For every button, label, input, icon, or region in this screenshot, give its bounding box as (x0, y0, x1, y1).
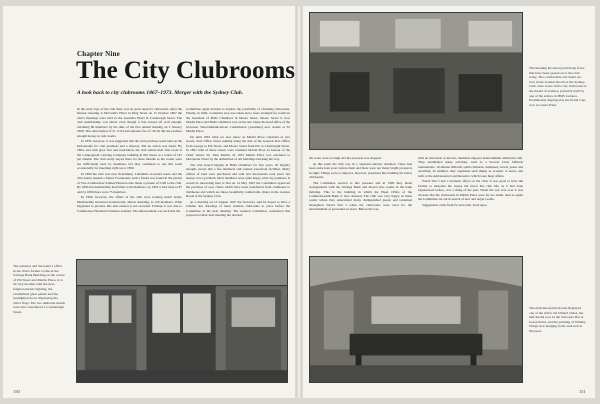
paragraph: In the early days of the club there was no great need for clubrooms. After the historic meeting at McGrath's Hotel in King Street on 15 October 1867 the club's meetings were held in the Australia Hotel in Castlereagh Street. The club membership was small, even though it had started off well enough, obtaining 86 members by the time of the first annual meeting on 2 January 1868. The subscription of £1 1s 0d and entrance fee of 10s 6d did not produce enough money to rent rooms. (77, 107, 182, 138)
paragraph: At a meeting on 13 August 1907 the Secretary said he hoped to have a scheme and drawings of more suitable clubrooms to place before the Committee at the next meeting. The General Committee considered this proposal at their next meeting but decided (186, 199, 290, 217)
paragraph: Committee again decided to explore the possibility of obtaining clubrooms. Finally, in 1904, a tentative step was taken and a lease arranged for rooms in the basement of Bulls Chambers in Moore Street. Moore Street is now Martin Place and Bulls Chambers was on the site where the head office of the Overseas Telecommunications Commission (Australia) now stands at 32 Martin Place. (186, 107, 290, 134)
photo-caption-reading-room: The Reading Room beyond many faces that have been passed on to the club today. The comfortable old chairs are now in the Galatea Room at the Sydney Club. Also in the club's city clubrooms is the model of Galatea, probably built by one of the sailors in HMS Galatea. Prominently displayed in the Petrel Cup, now at Green Point. (529, 66, 587, 107)
paragraph: In 1900, however, the affairs of the club were looking much better. Membership increased dramatically, almost doubling, to 150 members. What happened to produce this turn-around is not recorded. Perhaps it was due to Commodore Hordern's business acumen. The improvement was such that the (77, 195, 182, 213)
photo-caption-reception-room: The main Reception Room displayed one of the club's old billiard tables, the half-model now in the Schooner Bar at Green Point, and the painting of Whisky Wings now hanging in the stairwell at Newport. (529, 306, 586, 333)
paragraph: Suggestions came from far and wide. Such Apsa (422, 202, 487, 207)
right-page (303, 6, 595, 398)
page-number-right: 151 (579, 389, 586, 394)
paragraph: The club stayed happily in Bulls Chambers for five years. Or happily enough, except that a few members still wanted waterfront facilities. Many offices of land were purchased and sold and discussions took place but money was a problem. Most members were quite happy with city premises. It would be interesting here is that on 14 May 1903 the Committee approved the purchase of easy chairs which have been transferred from clubhouse to clubhouse and which are those beautifully comfortable chairs in the Galatea Room at the Sydney Club. (186, 162, 290, 198)
left-column-1 (77, 107, 182, 257)
right-column-2 (418, 156, 523, 254)
paragraph: World War I had a dramatic effect on the club. It was good to have the facility to entertain the troops but never has club life, as it had been experienced before, was a thing of the past. When the war was over it was obvious that the clubrooms in Martin Place were far too small. And so again the Committee set out in search of new and larger rooms. (418, 179, 523, 202)
page-number-left: 150 (13, 389, 20, 394)
photo-caption-entrance: The entrance and Secretary's office in the club's former rooms in the Savings Bank Building on the corner of Pitt Street and Martin Place. It is all very modern with the new-fangled electric lighting, the candlelined glass panels and the leadlighted doors displaying the club's flags. The two umbrella stands were later transferred to Castlereagh Street. (13, 264, 65, 314)
photo-reception-room (309, 256, 523, 383)
book-gutter (296, 6, 302, 398)
paragraph: The Committee reacted to this pressure and in 1909 they made arrangements with the Savings Bank and moved into rooms in the bank building. This is the building in which the Head Office of the Commonwealth Bank is now situated. The club was very happy in these rooms where they entertained many distinguished guests and remained throughout World War I when the clubrooms were used for the entertainment of personnel on leave. Before the war, (309, 180, 412, 212)
right-column-1 (309, 156, 412, 254)
paragraph: with no television or movies, members enjoyed entertainment within the club. They established many activities, such as a Swords Club, billiards tournaments, 10-minute billiards, spirits billiards, dominoes, bowls, poker and wrestling. In addition, they organised such things as acoustic at notes, and balls at the Ambassador's and Rosario's which were huge affairs. (418, 156, 523, 178)
paragraph: the room were too high and the proposal was dropped. (309, 156, 382, 160)
paragraph: Up until 1891 what we now know as Martin Place consisted of two streets. Post Office Street running along the side of the General Post Office from George to Pitt Street, and Moore Street from Pitt to Castlereagh Street. In 1891 both of these streets were renamed Martin Place in honour of the Chief Justice Sir John Martin. In 1935 Martin Place was extended to Macquarie Street by the demolition of old buildings blocking the way. (186, 134, 290, 162)
chapter-title: The City Clubrooms (76, 57, 295, 84)
left-column-2 (186, 107, 290, 257)
chapter-label: Chapter Nine (77, 50, 120, 58)
chapter-subtitle: A look back to city clubrooms 1867–1973. Merger with the Sydney Club. (77, 90, 244, 96)
paragraph: At this point the club was in a 'spend-no-money' situation. There had been some lean years before them and there were not many bright prospects in sight. Things were to improve, however, presented this building for better clubrooms. (309, 161, 412, 179)
photo-entrance-office (76, 259, 288, 383)
paragraph: In 1870, however, it was suggested that the club purchase some land on the harbourside for club premises and a slipway. But no action was taken. By 1884, and with great fear and trepidation, the club rented their first room at the Campagnoni Catering Company building in Pitt Street at a rental of £45 per annum. The club really stayed there for three months as the rooms were not sufficiently used by members, but they continued to use this room occasionally for meetings right up to 1890. (77, 139, 182, 171)
photo-reading-room (309, 12, 523, 150)
paragraph: In 1890 the club was now flourishing. Liabilities exceeded assets and the club nearly needed a friend. Fortunately such a friend was found in the person of Vice-Commodore Samuel Hordern who made a present of £100 to the club. By 1890 the membership had fallen to 60 members, by 1891 it had risen to 87 and by 1899 there were 75 members. (77, 171, 182, 194)
left-page (3, 6, 295, 398)
